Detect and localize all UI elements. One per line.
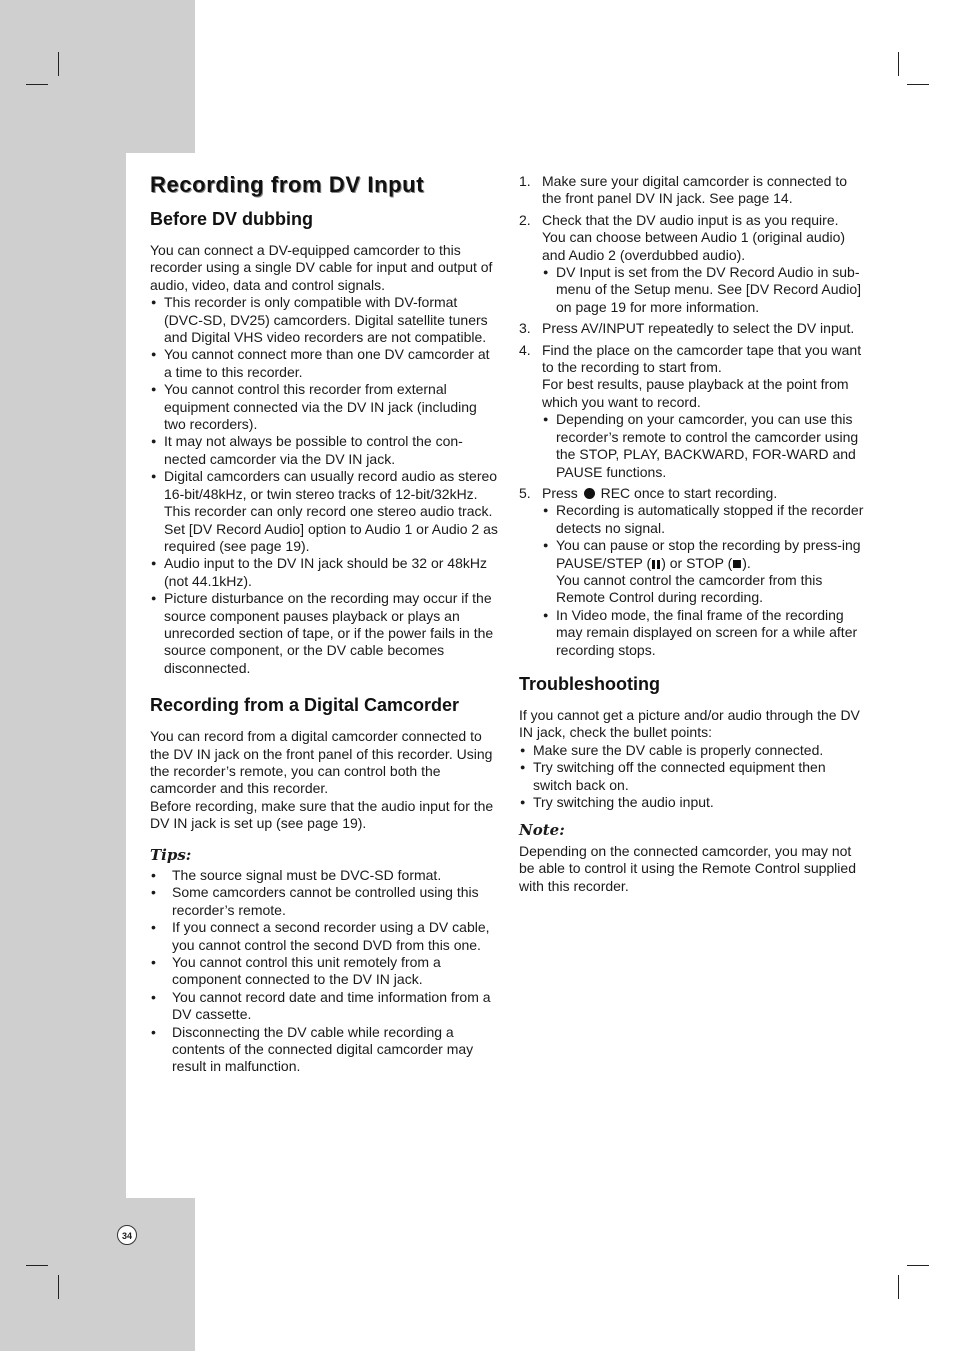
step-text: For best results, pause playback at the point from which you want to record. [542, 376, 849, 410]
page-title: Recording from DV Input [150, 172, 425, 197]
list-item: • You cannot control this unit remotely from a component connected to the DV IN jack. [150, 954, 498, 989]
step-text: Check that the DV audio input is as you require. [542, 211, 839, 228]
crop-mark [898, 52, 899, 76]
bullet-text: You can pause or stop the recording by press-ing PAUSE/STEP ( [556, 537, 861, 571]
list-item: • You cannot record date and time information from a DV cassette. [150, 989, 498, 1024]
step-number: 2. [519, 211, 531, 228]
crop-mark [58, 52, 59, 76]
before-dv-dubbing-heading: Before DV dubbing [150, 209, 313, 229]
step-text: Find the place on the camcorder tape that you want to the recording to start from. [542, 341, 862, 376]
step-number: 3. [519, 320, 531, 337]
list-item: • Disconnecting the DV cable while recording a contents of the connected digital camcorder may result in malfunction. [150, 1024, 498, 1076]
gray-margin-top [0, 0, 195, 153]
list-item: ● DV Input is set from the DV Record Audio in sub-menu of the Setup menu. See [DV Record Audio] on page 19 for more information. [542, 264, 867, 316]
left-column [150, 170, 498, 1076]
list-item: ● Recording is automatically stopped if the recorder detects no signal. [542, 502, 867, 537]
digital-para-2: Before recording, make sure that the audio input for the DV IN jack is set up (see page 19). [150, 797, 494, 832]
list-item [542, 537, 867, 607]
list-item: ● Audio input to the DV IN jack should be 32 or 48kHz (not 44.1kHz). [150, 555, 498, 590]
before-bullet-list [150, 294, 498, 677]
stop-icon [733, 560, 741, 568]
list-item: ● In Video mode, the final frame of the recording may remain displayed on screen for a while after recording stops. [542, 607, 867, 659]
step-4-bullets [542, 411, 867, 481]
crop-mark [26, 1265, 48, 1266]
crop-mark [907, 84, 929, 85]
step-1 [519, 173, 867, 208]
pause-icon [652, 560, 660, 569]
step-text: Press AV/INPUT repeatedly to select the DV input. [542, 320, 855, 337]
list-item: ● You cannot control this recorder from external equipment connected via the DV IN jack (including two recorders). [150, 381, 498, 433]
list-item: ● Make sure the DV cable is properly connected. [519, 742, 867, 759]
list-item: • The source signal must be DVC-SD format. [150, 867, 498, 884]
right-column [519, 173, 867, 895]
crop-mark [58, 1275, 59, 1299]
note-heading: Note: [519, 821, 565, 840]
troubleshooting-intro: If you cannot get a picture and/or audio through the DV IN jack, check the bullet points: [519, 706, 860, 741]
step-2 [519, 212, 867, 316]
tips-heading: Tips: [150, 845, 192, 864]
digital-para-1: You can record from a digital camcorder connected to the DV IN jack on the front panel of this recorder. Using the recorder’s remote, you can control both the camcorder and this recorder. [150, 728, 493, 797]
record-icon [584, 488, 595, 499]
list-item: ● You cannot connect more than one DV camcorder at a time to this recorder. [150, 346, 498, 381]
tips-list [150, 867, 498, 1076]
digital-camcorder-heading: Recording from a Digital Camcorder [150, 695, 460, 716]
step-5 [519, 485, 867, 659]
gray-margin-bottom [0, 1198, 195, 1351]
steps-list [519, 173, 867, 659]
list-item: ● Depending on your camcorder, you can use this recorder’s remote to control the camcorder using the STOP, PLAY, BACKWARD, FOR-WARD and PAUSE functions. [542, 411, 867, 481]
step-text: Make sure your digital camcorder is connected to the front panel DV IN jack. See page 14. [542, 173, 848, 207]
crop-mark [898, 1275, 899, 1299]
troubleshooting-list [519, 742, 867, 812]
troubleshooting-heading: Troubleshooting [519, 673, 660, 694]
before-intro: You can connect a DV-equipped camcorder to this recorder using a single DV cable for input and output of audio, video, data and control signals. [150, 242, 493, 293]
note-text: Depending on the connected camcorder, you may not be able to control it using the Remote Control supplied with this recorder. [519, 842, 856, 894]
step-5-bullets [542, 502, 867, 659]
step-number: 5. [519, 484, 531, 501]
list-item: • If you connect a second recorder using a DV cable, you cannot control the second DVD from this one. [150, 919, 498, 954]
step-4 [519, 342, 867, 481]
page-number: 34 [117, 1225, 137, 1245]
list-item: ● Digital camcorders can usually record audio as stereo 16-bit/48kHz, or twin stereo tracks of 12-bit/32kHz. This recorder can only record one stereo audio track. Set [DV Record Audio] option to Audio 1 or Audio 2 as required (see page 19). [150, 468, 498, 555]
step-number: 4. [519, 341, 531, 358]
bullet-text: ). [742, 554, 751, 571]
list-item: ● Try switching off the connected equipment then switch back on. [519, 759, 867, 794]
step-text: You can choose between Audio 1 (original audio) and Audio 2 (overdubbed audio). [542, 229, 846, 263]
list-item: ● This recorder is only compatible with DV-format (DVC-SD, DV25) camcorders. Digital satellite tuners and Digital VHS video recorders are not compatible. [150, 294, 498, 346]
list-item: ● It may not always be possible to control the con-nected camcorder via the DV IN jack. [150, 433, 498, 468]
step-3 [519, 320, 867, 337]
list-item: ● Picture disturbance on the recording may occur if the source component pauses playback or plays an unrecorded section of tape, or if the power fails in the source component, or the DV cable becomes disconnected. [150, 590, 498, 677]
list-item: ● Try switching the audio input. [519, 794, 867, 811]
list-item: • Some camcorders cannot be controlled using this recorder’s remote. [150, 884, 498, 919]
bullet-text: You cannot control the camcorder from this Remote Control during recording. [556, 571, 823, 606]
step-2-bullets [542, 264, 867, 316]
gray-margin-left [0, 153, 126, 1198]
crop-mark [26, 84, 48, 85]
step-text-before: Press [542, 484, 578, 501]
step-number: 1. [519, 173, 531, 189]
step-text [542, 485, 867, 502]
bullet-text: ) or STOP ( [661, 554, 733, 571]
crop-mark [907, 1265, 929, 1266]
step-text-after: REC once to start recording. [600, 484, 778, 501]
